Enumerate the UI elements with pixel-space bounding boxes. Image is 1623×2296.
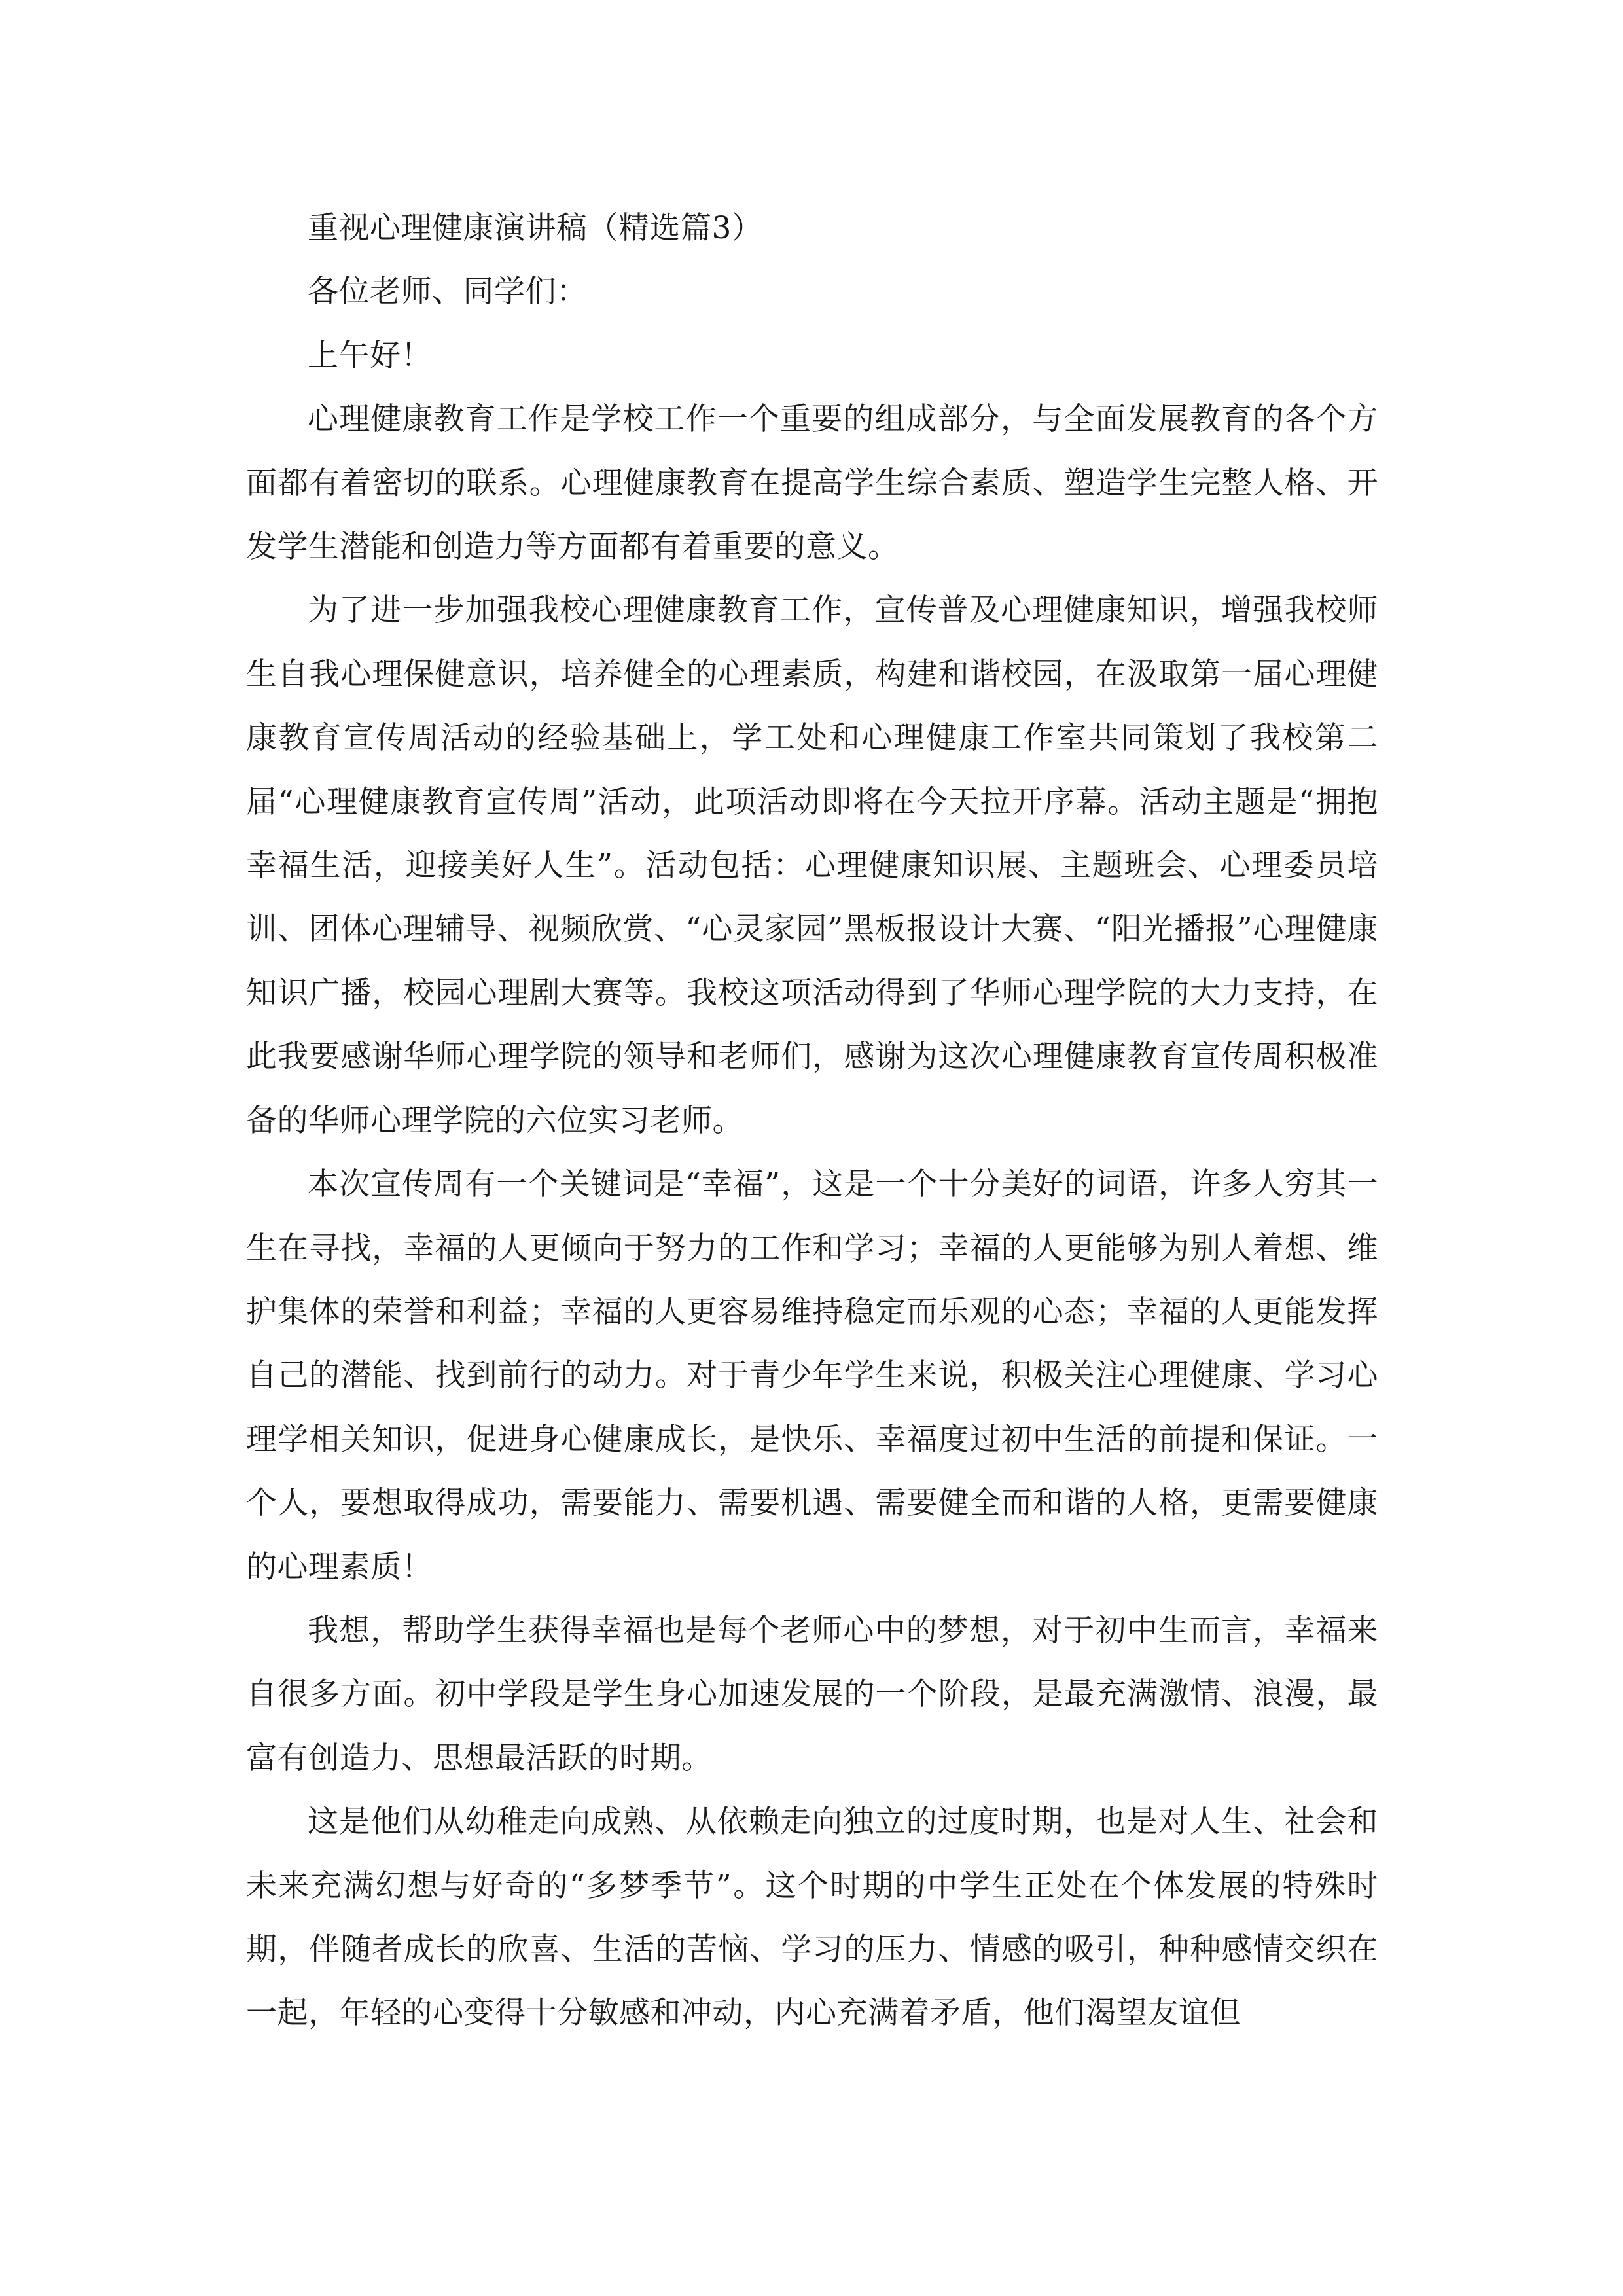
paragraph-3: 本次宣传周有一个关键词是“幸福”，这是一个十分美好的词语，许多人穷其一生在寻找，幸福的人更倾向于努力的工作和学习；幸福的人更能够为别人着想、维护集体的荣誉和利益；幸福的人更容易维持稳定而乐观的心态；幸福的人更能发挥自己的潜能、找到前行的动力。对于青少年学生来说，积极关注心理健康、学习心理学相关知识，促进身心健康成长，是快乐、幸福度过初中生活的前提和保证。一个人，要想取得成功，需要能力、需要机遇、需要健全而和谐的人格，更需要健康的心理素质！: [246, 1166, 1378, 1585]
paragraph-5: 这是他们从幼稚走向成熟、从依赖走向独立的过度时期，也是对人生、社会和未来充满幻想与好奇的“多梦季节”。这个时期的中学生正处在个体发展的特殊时期，伴随者成长的欣喜、生活的苦恼、学习的压力、情感的吸引，种种感情交织在一起，年轻的心变得十分敏感和冲动，内心充满着矛盾，他们渴望友谊但: [246, 1804, 1378, 2032]
salutation: 上午好！: [308, 337, 432, 374]
document-body: [246, 196, 1378, 2045]
greeting: 各位老师、同学们：: [308, 274, 588, 310]
paragraph-1: 心理健康教育工作是学校工作一个重要的组成部分，与全面发展教育的各个方面都有着密切的联系。心理健康教育在提高学生综合素质、塑造学生完整人格、开发学生潜能和创造力等方面都有着重要的意义。: [246, 401, 1378, 565]
document-title: 重视心理健康演讲稿（精选篇3）: [308, 210, 763, 246]
paragraph-4: 我想，帮助学生获得幸福也是每个老师心中的梦想，对于初中生而言，幸福来自很多方面。初中学段是学生身心加速发展的一个阶段，是最充满激情、浪漫，最富有创造力、思想最活跃的时期。: [246, 1612, 1378, 1776]
paragraph-2: 为了进一步加强我校心理健康教育工作，宣传普及心理健康知识，增强我校师生自我心理保健意识，培养健全的心理素质，构建和谐校园，在汲取第一届心理健康教育宣传周活动的经验基础上，学工处和心理健康工作室共同策划了我校第二届“心理健康教育宣传周”活动，此项活动即将在今天拉开序幕。活动主题是“拥抱幸福生活，迎接美好人生”。活动包括：心理健康知识展、主题班会、心理委员培训、团体心理辅导、视频欣赏、“心灵家园”黑板报设计大赛、“阳光播报”心理健康知识广播，校园心理剧大赛等。我校这项活动得到了华师心理学院的大力支持，在此我要感谢华师心理学院的领导和老师们，感谢为这次心理健康教育宣传周积极准备的华师心理学院的六位实习老师。: [246, 592, 1378, 1139]
